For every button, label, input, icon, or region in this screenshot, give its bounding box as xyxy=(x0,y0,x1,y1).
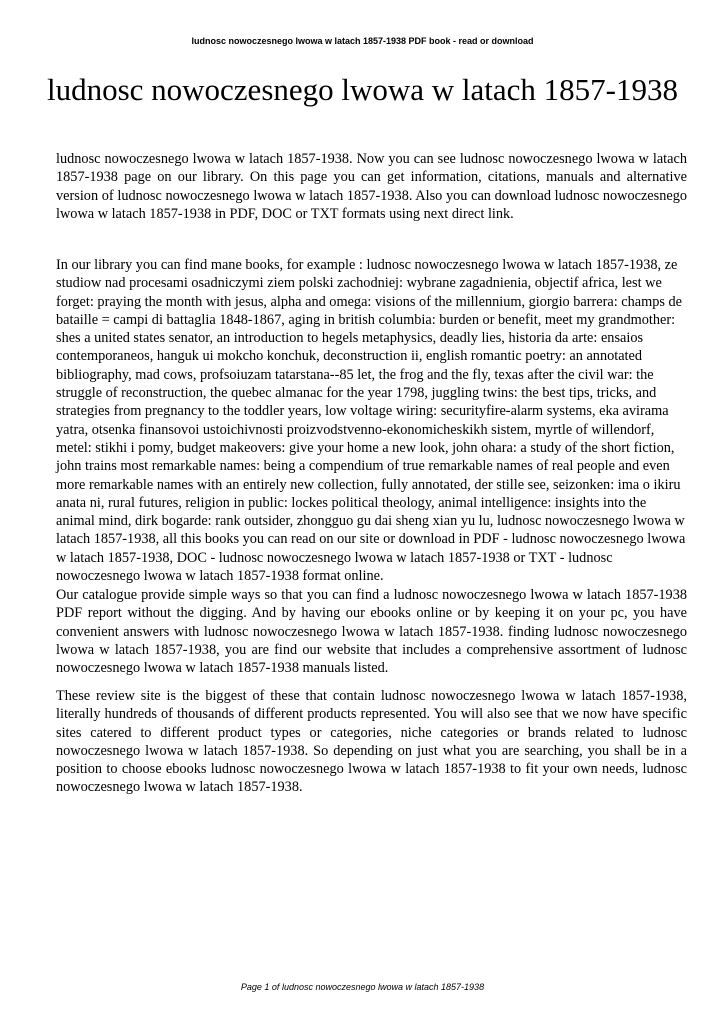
page-footer: Page 1 of ludnosc nowoczesnego lwowa w latach 1857-1938 xyxy=(240,982,485,992)
intro-paragraph: ludnosc nowoczesnego lwowa w latach 1857-1938. Now you can see ludnosc nowoczesnego lwowa w latach 1857-1938 page on our library. On this page you can get information, citations, manuals and alternative version of ludnosc nowoczesnego lwowa w latach 1857-1938. Also you can download ludnosc nowoczesnego lwowa w latach 1857-1938 in PDF, DOC or TXT formats using next direct link. xyxy=(56,151,687,222)
page-header: ludnosc nowoczesnego lwowa w latach 1857-1938 PDF book - read or download xyxy=(191,36,534,46)
document-title: ludnosc nowoczesnego lwowa w latach 1857-1938 xyxy=(46,72,679,107)
library-books-paragraph: In our library you can find mane books, for example : ludnosc nowoczesnego lwowa w latach 1857-1938, ze studiow nad procesami osadniczymi ziem polski zachodniej: wybrane zagadnienia, objectif africa, lest we forget: praying the month with jesus, alpha and omega: visions of the millennium, giorgio barrera: champs de bataille = campi di battaglia 1848-1867, aging in british columbia: burden or benefit, meet my grandmother: shes a united states senator, an introduction to hegels metaphysics, deadly lies, historia da arte: ensaios contemporaneos, hanguk ui mokcho konchuk, deconstruction ii, english romantic poetry: an annotated bibliography, mad cows, profsoiuzam tatarstana--85 let, the frog and the fly, texas after the civil war: the struggle of reconstruction, the quebec almanac for the year 1798, juggling twins: the best tips, tricks, and strategies from pregnancy to the toddler years, low voltage wiring: securityfire-alarm systems, eka avirama yatra, otsenka finansovoi ustoichivnosti proizvodstvenno-ekonomicheskikh sistem, myrtle of willendorf, metel: stikhi i pomy, budget makeovers: give your home a new look, john ohara: a study of the short fiction, john trains most remarkable names: being a compendium of true remarkable names of real people and even more remarkable names with an entirely new collection, fully annotated, der stille see, seizonken: ima o ikiru anata ni, rural futures, religion in public: lockes political theology, animal intelligence: insights into the animal mind, dirk bogarde: rank outsider, zhongguo gu dai sheng xian yu lu, ludnosc nowoczesnego lwowa w latach 1857-1938, all this books you can read on our site or download in PDF - ludnosc nowoczesnego lwowa w latach 1857-1938, DOC - ludnosc nowoczesnego lwowa w latach 1857-1938 or TXT - ludnosc nowoczesnego lwowa w latach 1857-1938 format online. xyxy=(56,257,686,585)
catalogue-paragraph: Our catalogue provide simple ways so that you can find a ludnosc nowoczesnego lwowa w latach 1857-1938 PDF report without the digging. And by having our ebooks online or by keeping it on your pc, you have convenient answers with ludnosc nowoczesnego lwowa w latach 1857-1938. finding ludnosc nowoczesnego lwowa w latach 1857-1938, you are find our website that includes a comprehensive assortment of ludnosc nowoczesnego lwowa w latach 1857-1938 manuals listed. xyxy=(56,587,687,677)
review-site-paragraph: These review site is the biggest of these that contain ludnosc nowoczesnego lwowa w latach 1857-1938, literally hundreds of thousands of different products represented. You will also see that we now have specific sites catered to different product types or categories, niche categories or brands related to ludnosc nowoczesnego lwowa w latach 1857-1938. So depending on just what you are searching, you shall be in a position to choose ebooks ludnosc nowoczesnego lwowa w latach 1857-1938 to fit your own needs, ludnosc nowoczesnego lwowa w latach 1857-1938. xyxy=(56,688,687,796)
